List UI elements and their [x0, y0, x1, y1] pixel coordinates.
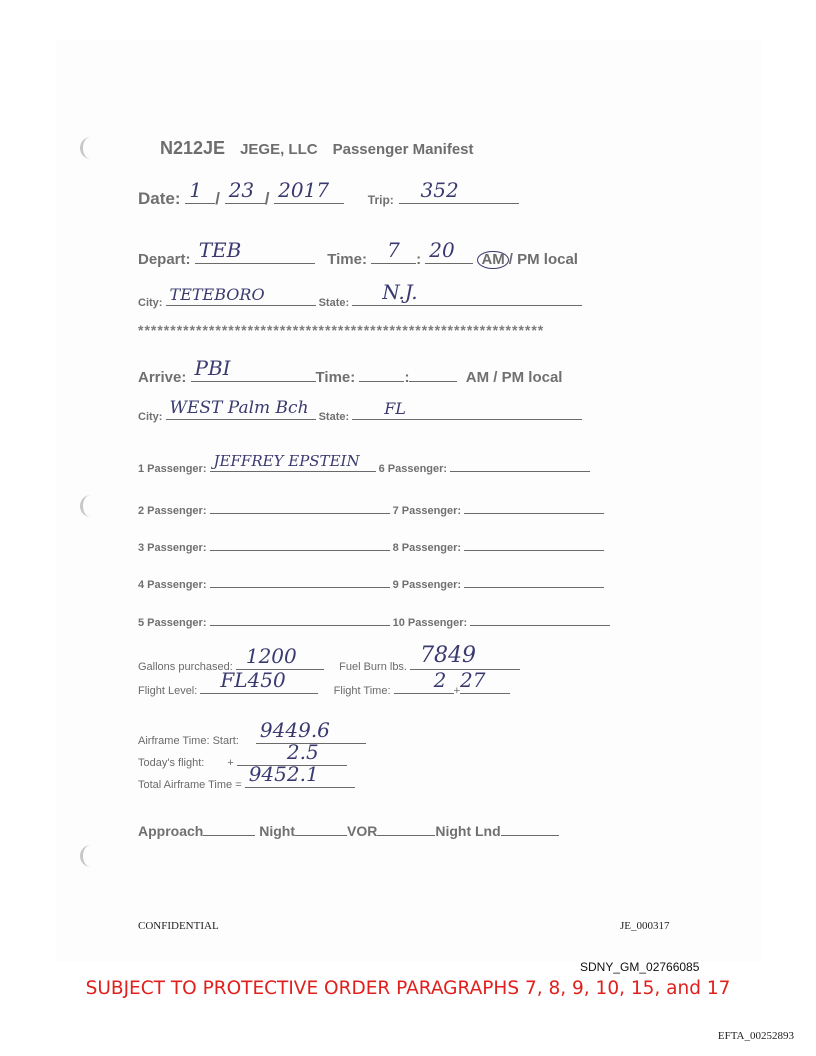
passenger-row — [138, 452, 590, 475]
passenger-9-label: 9 Passenger: — [392, 579, 462, 591]
night-lnd-label: Night Lnd — [435, 823, 501, 839]
arrive-city-row — [138, 398, 582, 423]
passenger-1-label: 1 Passenger: — [138, 463, 207, 475]
passenger-3-field[interactable] — [210, 535, 390, 551]
depart-hour-field[interactable]: 7 — [371, 248, 416, 264]
passenger-10-field[interactable] — [470, 610, 610, 626]
company-name: JEGE, LLC — [240, 141, 318, 158]
flight-level-label: Flight Level: — [138, 685, 198, 697]
gallons-label: Gallons purchased: — [138, 661, 233, 673]
arrive-city-field[interactable]: WEST Palm Bch — [166, 404, 316, 420]
depart-label: Depart: — [138, 251, 191, 268]
arrive-hour-field[interactable] — [359, 366, 404, 382]
night-label: Night — [259, 823, 295, 839]
arrive-ampm-label: AM / PM local — [465, 369, 563, 386]
depart-field[interactable]: TEB — [195, 248, 315, 264]
flight-level-field[interactable]: FL450 — [200, 678, 318, 694]
passenger-5-field[interactable] — [210, 610, 390, 626]
vor-field[interactable] — [377, 820, 435, 836]
passenger-row — [138, 610, 610, 629]
plus-sign: + — [227, 757, 234, 769]
passenger-2-label: 2 Passenger: — [138, 505, 207, 517]
passenger-3-label: 3 Passenger: — [138, 542, 207, 554]
passenger-row — [138, 572, 604, 591]
todays-flight-label: Today's flight: — [138, 757, 205, 769]
arrive-minute-field[interactable] — [409, 366, 457, 382]
date-month-field[interactable]: 1 — [185, 188, 215, 204]
confidential-label: CONFIDENTIAL — [138, 920, 219, 932]
passenger-5-label: 5 Passenger: — [138, 617, 207, 629]
vor-label: VOR — [347, 823, 378, 839]
passenger-4-field[interactable] — [210, 572, 390, 588]
depart-minute-field[interactable]: 20 — [425, 248, 473, 264]
passenger-8-field[interactable] — [464, 535, 604, 551]
passenger-1-field[interactable]: JEFFREY EPSTEIN — [210, 456, 376, 472]
am-selected[interactable]: AM — [477, 251, 508, 269]
trip-label: Trip: — [367, 193, 394, 207]
arrive-state-label: State: — [318, 411, 350, 423]
flight-time-label: Flight Time: — [333, 685, 391, 697]
todays-flight-field[interactable]: 2.5 — [237, 750, 347, 766]
document-title: Passenger Manifest — [332, 141, 474, 158]
separator: *************************************************************** — [138, 322, 545, 338]
flight-time-hours-field[interactable]: 2 — [394, 678, 454, 694]
passenger-6-field[interactable] — [450, 456, 590, 472]
passenger-8-label: 8 Passenger: — [392, 542, 462, 554]
bates-number: JE_000317 — [620, 920, 670, 932]
depart-time-label: Time: — [327, 251, 367, 268]
depart-city-label: City: — [138, 297, 163, 309]
total-airframe-label: Total Airframe Time = — [138, 779, 242, 791]
gallons-field[interactable]: 1200 — [236, 654, 324, 670]
arrive-city-label: City: — [138, 411, 163, 423]
passenger-7-field[interactable] — [464, 498, 604, 514]
airframe-start-row — [138, 718, 366, 747]
passenger-7-label: 7 Passenger: — [392, 505, 462, 517]
arrive-state-field[interactable]: FL — [352, 404, 582, 420]
passenger-row — [138, 498, 604, 517]
arrive-label: Arrive: — [138, 369, 187, 386]
arrive-colon: : — [404, 369, 410, 386]
fuel-burn-label: Fuel Burn lbs. — [339, 661, 407, 673]
depart-state-label: State: — [318, 297, 350, 309]
approach-label: Approach — [138, 823, 204, 839]
approach-row — [138, 820, 559, 839]
date-year-field[interactable]: 2017 — [274, 188, 344, 204]
date-trip-row: Date: 1 / 23 / 2017 Trip: 352 — [138, 188, 519, 209]
depart-row: Depart: TEB Time: 7 : 20 AM / PM local — [138, 238, 578, 268]
efta-number: EFTA_00252893 — [717, 1030, 794, 1042]
night-field[interactable] — [295, 820, 347, 836]
trip-field[interactable]: 352 — [399, 188, 519, 204]
night-lnd-field[interactable] — [501, 820, 559, 836]
flight-time-minutes-field[interactable]: 27 — [460, 678, 510, 694]
approach-field[interactable] — [203, 820, 255, 836]
date-day-field[interactable]: 23 — [225, 188, 265, 204]
depart-city-row — [138, 280, 582, 309]
binder-hole — [80, 137, 101, 159]
passenger-row — [138, 535, 604, 554]
total-airframe-field[interactable]: 9452.1 — [245, 772, 355, 788]
tail-number: N212JE — [160, 138, 226, 158]
depart-city-field[interactable]: TETEBORO — [166, 290, 316, 306]
airframe-start-field[interactable]: 9449.6 — [256, 728, 366, 744]
pm-local-label: / PM local — [508, 251, 578, 268]
arrive-row — [138, 356, 563, 386]
protective-order-notice: SUBJECT TO PROTECTIVE ORDER PARAGRAPHS 7, 8, 9, 10, 15, and 17 — [85, 978, 731, 999]
arrive-time-label: Time: — [315, 369, 356, 386]
manifest-header — [160, 138, 474, 159]
depart-state-field[interactable]: N.J. — [352, 290, 582, 306]
sdny-number: SDNY_GM_02766085 — [580, 960, 700, 974]
arrive-field[interactable]: PBI — [191, 366, 316, 382]
flight-row: Flight Level: FL450 Flight Time: 2 + 27 — [138, 678, 510, 697]
passenger-4-label: 4 Passenger: — [138, 579, 207, 591]
passenger-9-field[interactable] — [464, 572, 604, 588]
date-label: Date: — [138, 189, 181, 208]
airframe-start-label: Airframe Time: Start: — [138, 735, 239, 747]
passenger-10-label: 10 Passenger: — [392, 617, 468, 629]
binder-hole — [80, 495, 101, 517]
fuel-burn-field[interactable]: 7849 — [410, 654, 520, 670]
binder-hole — [80, 845, 101, 867]
passenger-6-label: 6 Passenger: — [378, 463, 448, 475]
passenger-2-field[interactable] — [210, 498, 390, 514]
